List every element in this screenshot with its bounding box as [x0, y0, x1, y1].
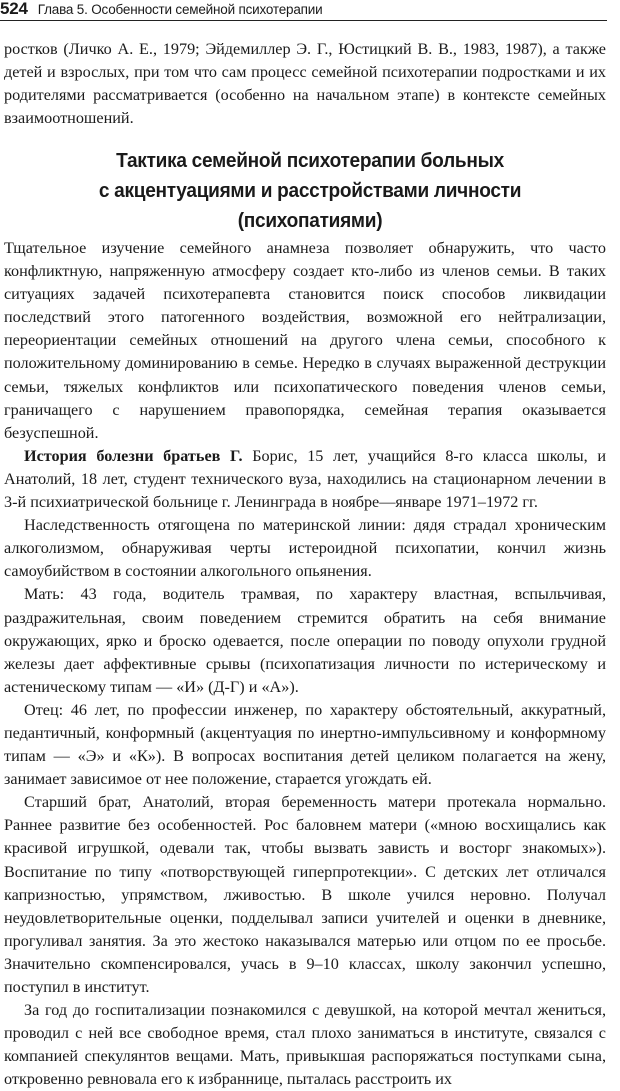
- mother-paragraph: Мать: 43 года, водитель трамвая, по характеру властная, вспыльчивая, раздражительная, своим поведением стремится обратить на себя внимание окружающих, ярко и броско одевается, после операции по поводу опухоли грудной железы дает аффективные срывы (психопатизация личности по истерическому и астеническому типам — «И» (Д-Г) и «А»).: [4, 585, 606, 696]
- case-history-lead: История болезни братьев Г.: [24, 446, 243, 465]
- heredity-paragraph: Наследственность отягощена по материнской линии: дядя страдал хроническим алкоголизмом, обнаруживая черты истероидной психопатии, кончил жизнь самоубийством в состоянии алкогольного опьянения.: [4, 516, 606, 581]
- page-number: 524: [0, 0, 28, 18]
- case-history-paragraph: [4, 445, 606, 514]
- chapter-title: Глава 5. Особенности семейной психотерапии: [37, 2, 323, 17]
- section-body: [4, 237, 606, 1091]
- section-heading-line-3: (психопатиями): [237, 209, 383, 232]
- section-heading-line-2: с акцентуациями и расстройствами личности: [98, 179, 522, 202]
- section-heading-line-1: Тактика семейной психотерапии больных: [116, 149, 504, 172]
- final-paragraph: За год до госпитализации познакомился с девушкой, на которой мечтал жениться, проводил с ней все свободное время, стал плохо заниматься в институте, связался с компанией спекулянтов вещами. Мать, привыкшая распоряжаться поступками сына, откровенно ревновала его к избраннице, пыталась расстроить их: [4, 1001, 606, 1089]
- running-head: [0, 0, 607, 21]
- case-history-text: Борис, 15 лет, учащийся 8-го класса школы, и Анатолий, 18 лет, студент технического вуза, находились на стационарном лечении в 3-й психиатрической больнице г. Ленинграда в ноябре—январе 1971–1972 гг.: [4, 446, 606, 512]
- intro-paragraph: Тщательное изучение семейного анамнеза позволяет обнаружить, что часто конфликтную, напряженную атмосферу создает кто-либо из членов семьи. В таких ситуациях задачей психотерапевта становится поиск способов ликвидации последствий этого патогенного воздействия, возможной его нейтрализации, переориентации семейных отношений на другого члена семьи, способного к положительному доминированию в семье. Нередко в случаях выраженной деструкции семьи, тяжелых конфликтов или психопатического поведения членов семьи, граничащего с нарушением правопорядка, семейная терапия оказывается безуспешной.: [4, 239, 606, 442]
- continued-paragraph: ростков (Личко А. Е., 1979; Эйдемиллер Э. Г., Юстицкий В. В., 1983, 1987), а также детей и взрослых, при том что сам процесс семейной психотерапии подростками и их родителями рассматривается (особенно на начальном этапе) в контексте семейных взаимоотношений.: [4, 40, 606, 128]
- father-paragraph: Отец: 46 лет, по профессии инженер, по характеру обстоятельный, аккуратный, педантичный, конформный (акцентуация по инертно-импульсивному и конформному типам — «Э» и «К»). В вопросах воспитания детей целиком полагается на жену, занимает зависимое от нее положение, старается угождать ей.: [4, 700, 606, 789]
- section-heading: [22, 146, 599, 236]
- continued-paragraph-block: [4, 38, 606, 130]
- elder-brother-paragraph: Старший брат, Анатолий, вторая беременность матери протекала нормально. Раннее развитие без особенностей. Рос баловнем матери («мною восхищались как красивой игрушкой, одевали так, чтобы вызвать зависть и восторг знакомых»). Воспитание по типу «потворствующей гиперпротекции». С детских лет отличался капризностью, упрямством, лживостью. В школе учился неровно. Получал неудовлетворительные оценки, подделывал записи учителей и оценки в дневнике, прогуливал занятия. За это жестоко наказывался матерью или отцом по ее просьбе. Значительно скомпенсировался, учась в 9–10 классах, школу закончил успешно, поступил в институт.: [4, 793, 606, 996]
